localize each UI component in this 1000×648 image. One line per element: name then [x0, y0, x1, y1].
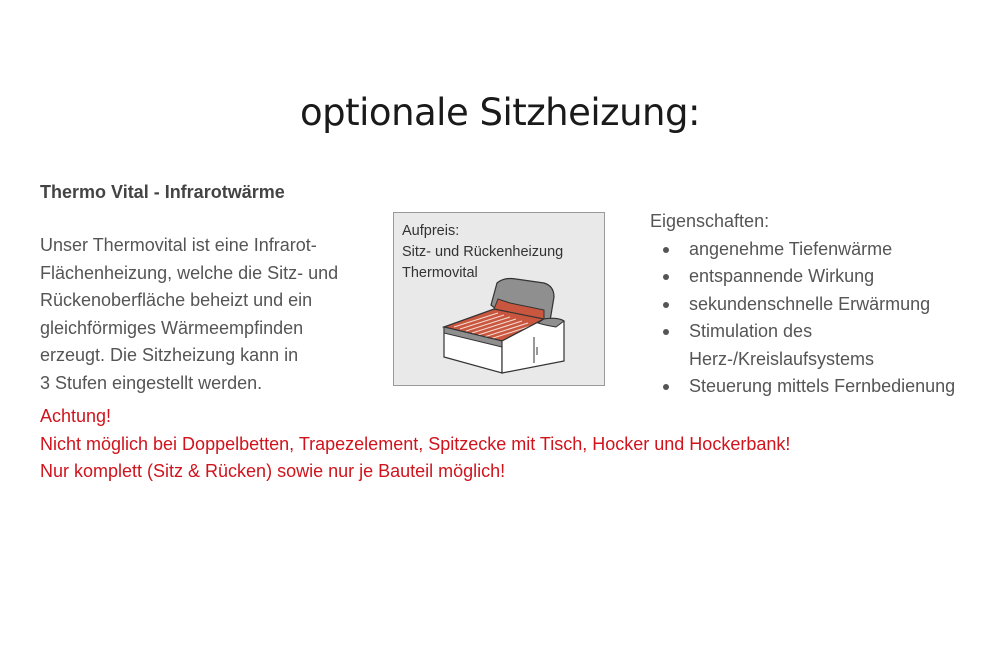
- list-item: [650, 263, 990, 291]
- warning-heading: Achtung!: [40, 406, 112, 426]
- bullet-icon: [663, 302, 669, 308]
- bullet-icon: [663, 247, 669, 253]
- figure-caption: [402, 221, 563, 284]
- property-text: entspannende Wirkung: [689, 266, 875, 286]
- list-item: [650, 291, 990, 319]
- warning-section: [40, 403, 980, 486]
- properties-title: Eigenschaften:: [650, 211, 770, 231]
- warning-line: Nicht möglich bei Doppelbetten, Trapezelement, Spitzecke mit Tisch, Hocker und Hockerbank!: [40, 433, 791, 454]
- heating-figure: [393, 212, 605, 386]
- property-text: sekundenschnelle Erwärmung: [689, 293, 931, 314]
- description-line: Flächenheizung, welche die Sitz- und: [40, 262, 339, 283]
- caption-line: Sitz- und Rückenheizung: [402, 244, 564, 260]
- bullet-icon: [663, 274, 669, 280]
- list-item: [650, 318, 990, 373]
- list-item: [650, 236, 990, 264]
- property-text: Herz-/Kreislaufsystems: [689, 348, 875, 369]
- description-section: [40, 180, 380, 397]
- description-line: gleichförmiges Wärmeempfinden: [40, 317, 304, 338]
- caption-line: Thermovital: [402, 265, 478, 281]
- product-subtitle: Thermo Vital - Infrarotwärme: [40, 182, 285, 202]
- bullet-icon: [663, 329, 669, 335]
- description-text: [40, 232, 380, 397]
- description-line: erzeugt. Die Sitzheizung kann in: [40, 345, 299, 365]
- warning-line: Nur komplett (Sitz & Rücken) sowie nur je Bauteil möglich!: [40, 461, 506, 481]
- property-text: angenehme Tiefenwärme: [689, 238, 893, 259]
- property-text: Stimulation des: [689, 321, 813, 341]
- caption-line: Aufpreis:: [402, 223, 460, 239]
- properties-section: [650, 208, 990, 401]
- list-item: [650, 373, 990, 401]
- bullet-icon: [663, 384, 669, 390]
- description-line: Unser Thermovital ist eine Infrarot-: [40, 235, 317, 255]
- properties-list: [650, 236, 990, 401]
- description-line: Rückenoberfläche beheizt und ein: [40, 290, 313, 310]
- description-line: 3 Stufen eingestellt werden.: [40, 372, 263, 393]
- property-text: Steuerung mittels Fernbedienung: [689, 376, 956, 396]
- page-title: optionale Sitzheizung:: [300, 90, 700, 134]
